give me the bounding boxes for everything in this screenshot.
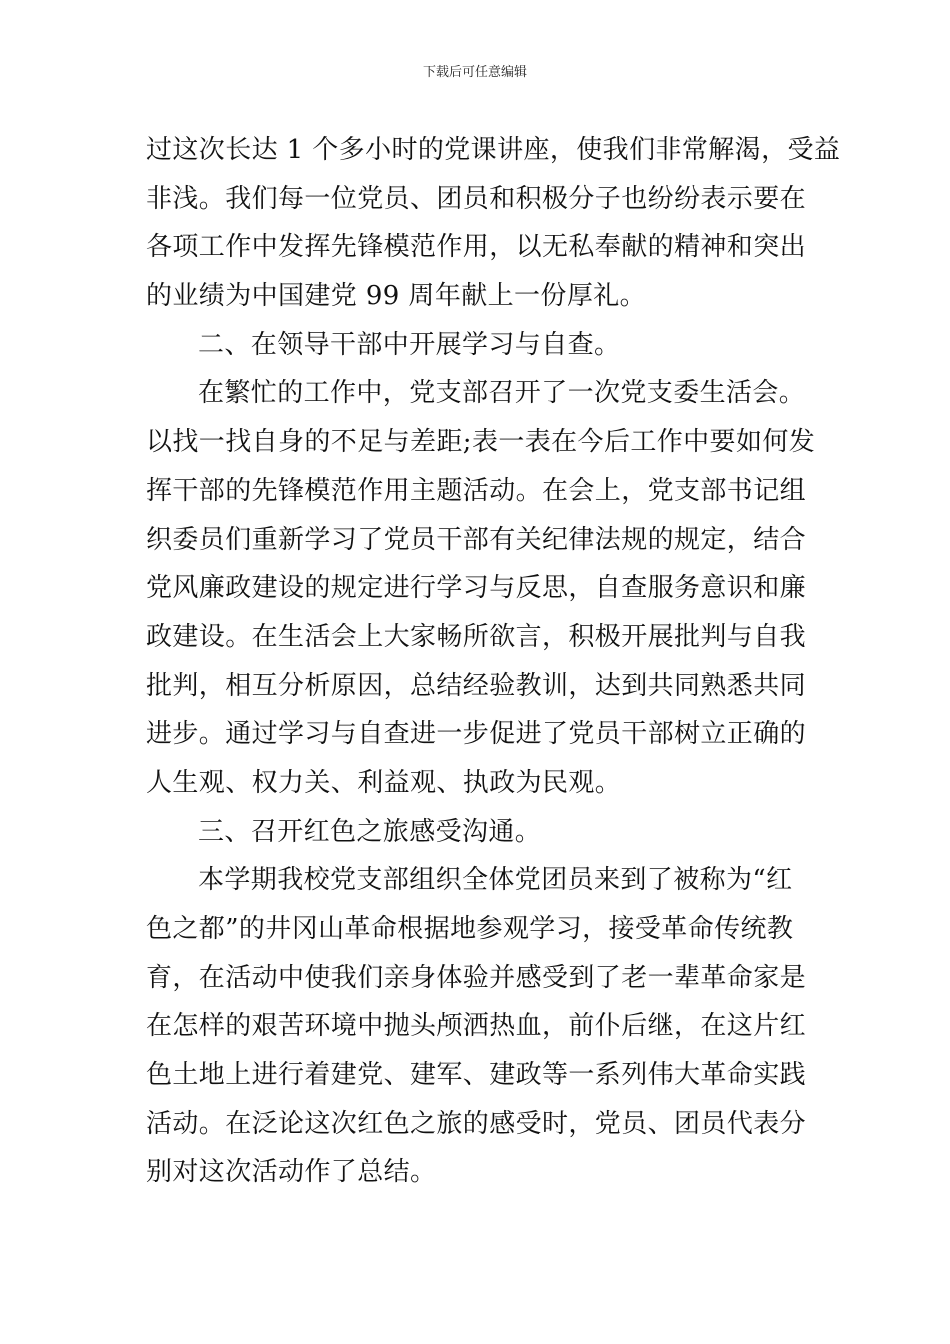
text-line: 活动。在泛论这次红色之旅的感受时，党员、团员代表分 [146, 1108, 807, 1139]
document-body [146, 126, 841, 1197]
text-line: 人生观、权力关、利益观、执政为民观。 [146, 767, 622, 798]
text-line: 政建设。在生活会上大家畅所欲言，积极开展批判与自我 [146, 621, 807, 652]
text-line: 以找一找自身的不足与差距;表一表在今后工作中要如何发 [146, 427, 816, 458]
section-heading-2: 二、在领导干部中开展学习与自查。 [198, 329, 621, 360]
text-line: 在怎样的艰苦环境中抛头颅洒热血，前仆后继，在这片红 [146, 1011, 807, 1042]
text-line: 挥干部的先锋模范作用主题活动。在会上，党支部书记组 [146, 475, 807, 506]
text-line: 的业绩为中国建党 99 周年献上一份厚礼。 [146, 281, 647, 312]
text-line: 色土地上进行着建党、建军、建政等一系列伟大革命实践 [146, 1060, 807, 1091]
section-heading-3: 三、召开红色之旅感受沟通。 [198, 816, 542, 847]
text-line: 织委员们重新学习了党员干部有关纪律法规的规定，结合 [146, 524, 807, 555]
text-line: 育，在活动中使我们亲身体验并感受到了老一辈革命家是 [146, 962, 807, 993]
paragraph-start: 本学期我校党支部组织全体党团员来到了被称为“红 [198, 865, 793, 896]
text-line: 进步。通过学习与自查进一步促进了党员干部树立正确的 [146, 719, 807, 750]
page-header: 下载后可任意编辑 [422, 65, 527, 80]
paragraph-start: 在繁忙的工作中，党支部召开了一次党支委生活会。 [198, 378, 806, 409]
text-line: 各项工作中发挥先锋模范作用，以无私奉献的精神和突出 [146, 232, 807, 263]
text-line: 批判，相互分析原因，总结经验教训，达到共同熟悉共同 [146, 670, 807, 701]
text-line: 党风廉政建设的规定进行学习与反思，自查服务意识和廉 [146, 573, 807, 604]
text-line: 非浅。我们每一位党员、团员和积极分子也纷纷表示要在 [146, 183, 807, 214]
text-line: 过这次长达 1 个多小时的党课讲座，使我们非常解渴，受益 [146, 135, 841, 165]
text-line: 色之都”的井冈山革命根据地参观学习，接受革命传统教 [146, 914, 794, 944]
text-line: 别对这次活动作了总结。 [146, 1157, 437, 1188]
